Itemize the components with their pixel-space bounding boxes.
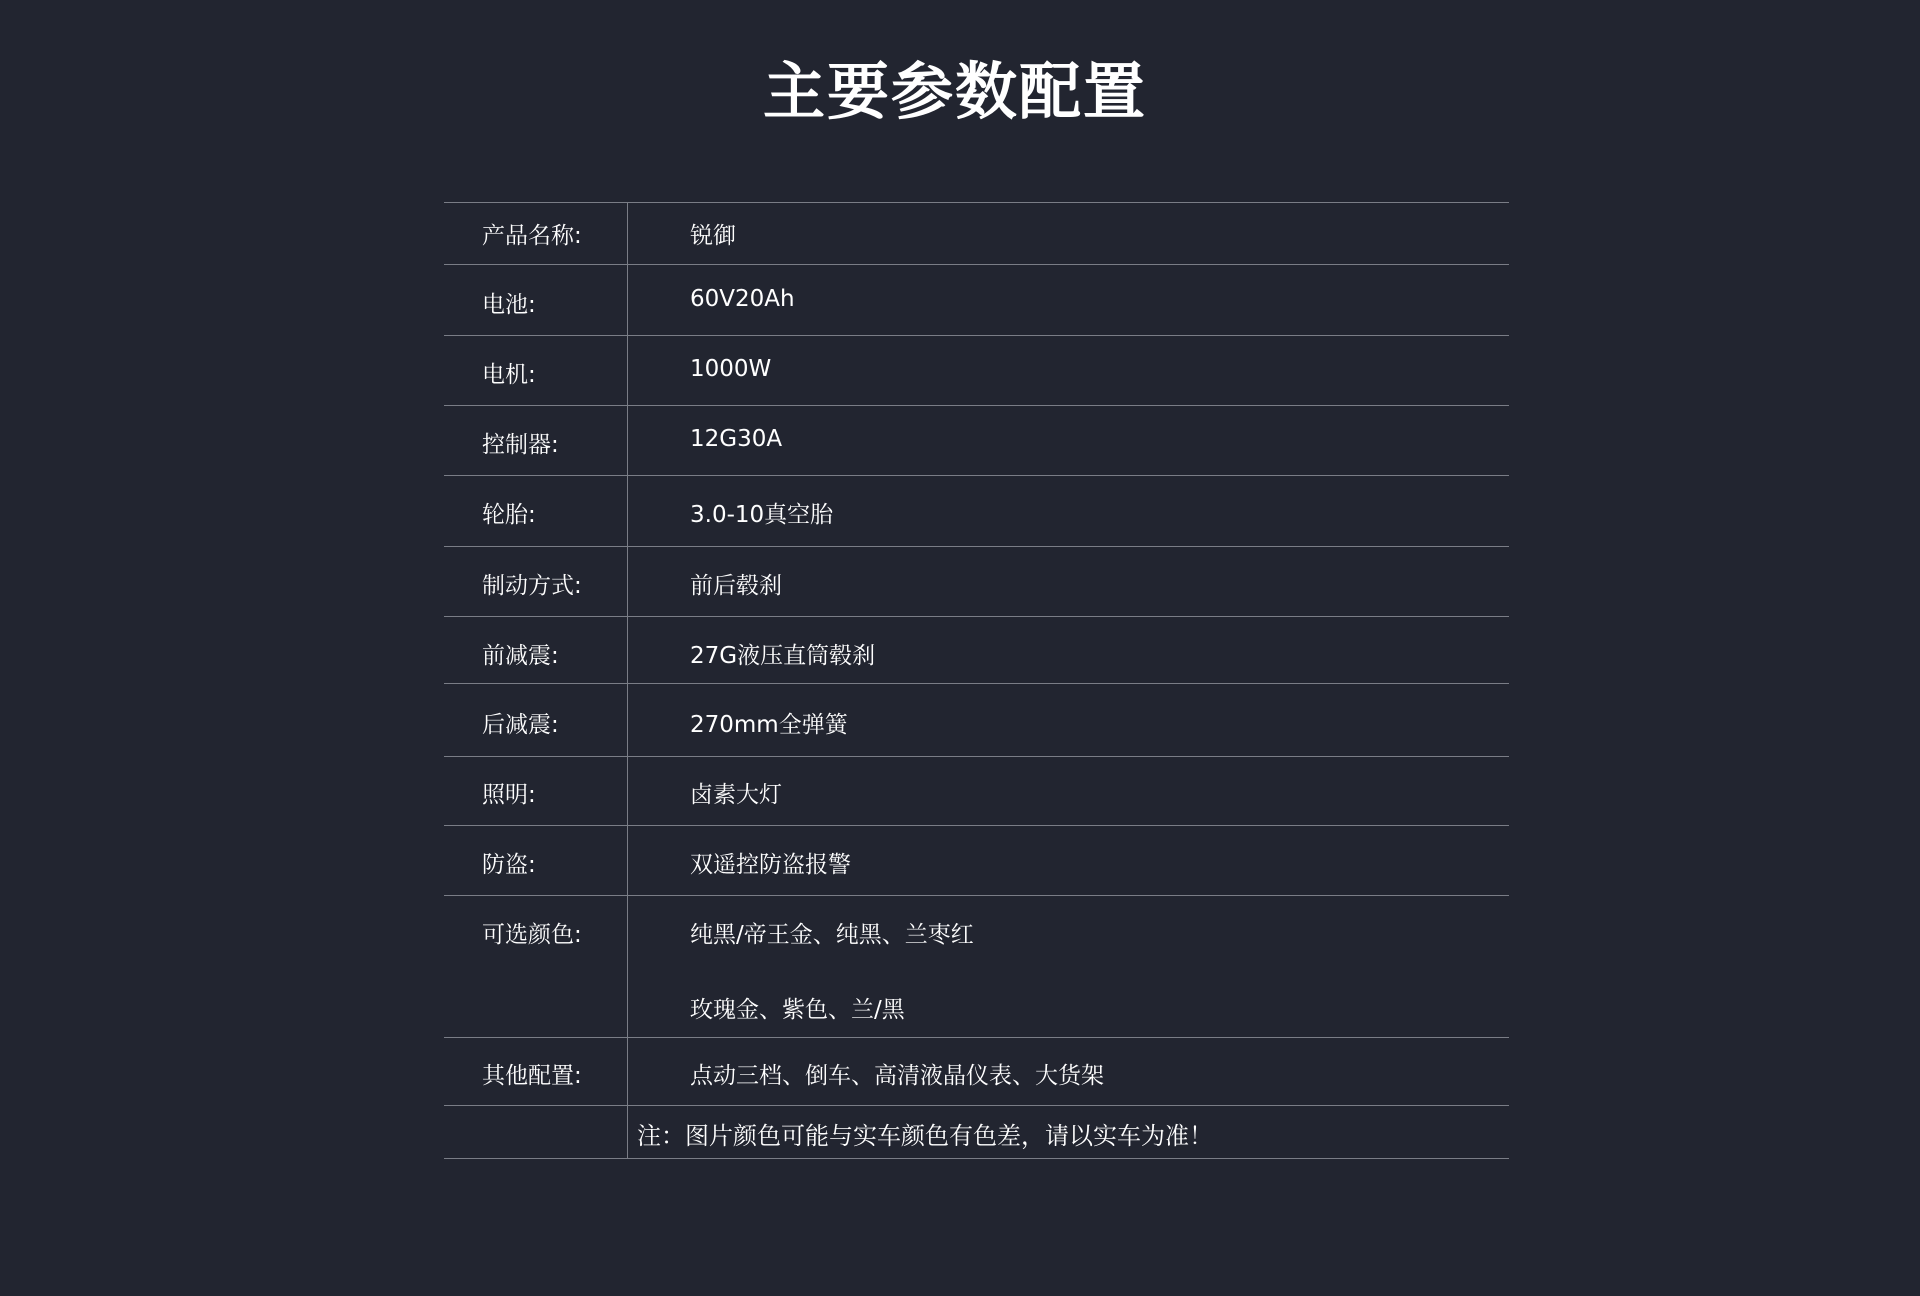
spec-value-line: 12G30A bbox=[690, 426, 783, 452]
spec-label: 控制器: bbox=[444, 406, 628, 475]
spec-value-line: 27G液压直筒毂刹 bbox=[690, 643, 876, 669]
spec-label: 照明: bbox=[444, 757, 628, 825]
spec-row-battery bbox=[444, 265, 1509, 336]
spec-row-note bbox=[444, 1106, 1509, 1159]
spec-label: 前减震: bbox=[444, 617, 628, 683]
spec-value-line: 双遥控防盗报警 bbox=[690, 852, 851, 878]
spec-value bbox=[628, 826, 1509, 895]
spec-row-front-suspension bbox=[444, 617, 1509, 684]
spec-label: 电机: bbox=[444, 336, 628, 405]
spec-label: 可选颜色: bbox=[444, 896, 628, 1037]
spec-value bbox=[628, 617, 1509, 683]
spec-label: 产品名称: bbox=[444, 203, 628, 264]
spec-value-line: 玫瑰金、紫色、兰/黑 bbox=[690, 997, 905, 1023]
spec-value-line: 60V20Ah bbox=[690, 286, 795, 312]
spec-row-lighting bbox=[444, 757, 1509, 826]
spec-value bbox=[628, 406, 1509, 475]
spec-value-line: 点动三档、倒车、高清液晶仪表、大货架 bbox=[690, 1063, 1104, 1089]
spec-label: 轮胎: bbox=[444, 476, 628, 546]
spec-row-tire bbox=[444, 476, 1509, 547]
spec-value-line: 3.0-10真空胎 bbox=[690, 502, 834, 528]
spec-value bbox=[628, 265, 1509, 335]
spec-value-line: 纯黑/帝王金、纯黑、兰枣红 bbox=[690, 922, 974, 948]
spec-label: 后减震: bbox=[444, 684, 628, 756]
spec-value-line: 卤素大灯 bbox=[690, 782, 782, 808]
spec-value bbox=[628, 336, 1509, 405]
spec-label: 制动方式: bbox=[444, 547, 628, 616]
spec-row-product-name bbox=[444, 203, 1509, 265]
spec-value bbox=[628, 1038, 1509, 1105]
spec-row-rear-suspension bbox=[444, 684, 1509, 757]
spec-row-colors bbox=[444, 896, 1509, 1038]
spec-label: 防盗: bbox=[444, 826, 628, 895]
spec-value bbox=[628, 757, 1509, 825]
spec-value bbox=[628, 896, 1509, 1037]
spec-label: 电池: bbox=[444, 265, 628, 335]
spec-label: 其他配置: bbox=[444, 1038, 628, 1105]
spec-row-brake bbox=[444, 547, 1509, 617]
spec-value bbox=[628, 547, 1509, 616]
spec-table bbox=[444, 202, 1509, 1159]
spec-value bbox=[628, 684, 1509, 756]
page-title: 主要参数配置 bbox=[762, 55, 1147, 128]
spec-value bbox=[628, 203, 1509, 264]
spec-row-motor bbox=[444, 336, 1509, 406]
note-label bbox=[444, 1106, 628, 1158]
spec-row-anti-theft bbox=[444, 826, 1509, 896]
spec-value-line: 前后毂刹 bbox=[690, 573, 782, 599]
spec-value-line: 270mm全弹簧 bbox=[690, 712, 848, 738]
spec-value-line: 锐御 bbox=[690, 223, 736, 249]
spec-row-controller bbox=[444, 406, 1509, 476]
spec-value-line: 1000W bbox=[690, 356, 772, 382]
spec-row-other-config bbox=[444, 1038, 1509, 1106]
spec-value bbox=[628, 476, 1509, 546]
note-text: 注：图片颜色可能与实车颜色有色差，请以实车为准！ bbox=[637, 1122, 1213, 1150]
